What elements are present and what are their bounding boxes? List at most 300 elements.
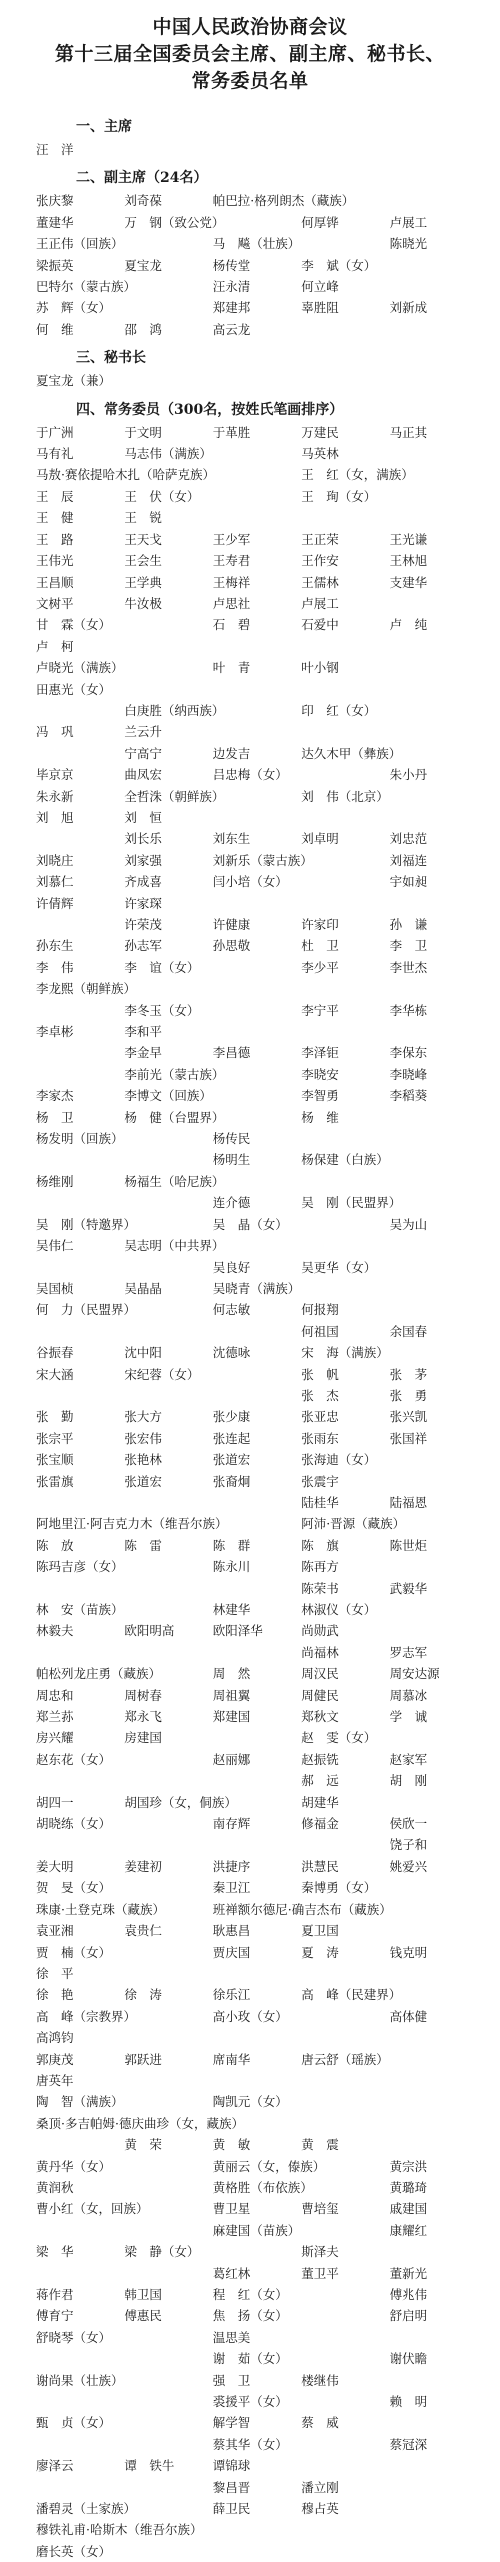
member-name: 张连起 <box>212 1430 251 1446</box>
member-name: 徐 平 <box>36 1965 74 1981</box>
member-name: 夏卫国 <box>301 1923 339 1939</box>
member-name: 吕忠梅（女） <box>212 767 288 783</box>
member-name: 戚建国 <box>389 2201 428 2217</box>
member-name: 穆占英 <box>301 2501 339 2517</box>
member-name: 赵振铣 <box>301 1751 339 1767</box>
member-name: 裘援平（女） <box>212 2394 288 2410</box>
member-name: 李前光（蒙古族） <box>124 1066 225 1082</box>
title-line-3: 常务委员名单 <box>191 70 309 92</box>
member-name: 李晓安 <box>301 1066 339 1082</box>
member-name: 杨传民 <box>212 1131 251 1147</box>
member-name: 余国春 <box>389 1323 428 1339</box>
member-name: 孙志军 <box>124 938 162 954</box>
member-name: 汪 洋 <box>36 142 74 157</box>
member-name: 贾庆国 <box>212 1944 251 1960</box>
member-name: 王梅祥 <box>212 574 251 590</box>
member-name: 李卓彬 <box>36 1024 74 1040</box>
member-name: 王儒林 <box>301 574 339 590</box>
member-name: 修福金 <box>301 1816 339 1832</box>
member-name: 饶子和 <box>389 1837 428 1853</box>
member-name: 刘长乐 <box>124 831 162 847</box>
member-name: 房建国 <box>124 1730 162 1746</box>
member-name: 黄宗洪 <box>389 2158 428 2174</box>
member-name: 李稻葵 <box>389 1088 428 1104</box>
member-name: 马敖·赛依提哈木扎（哈萨克族） <box>36 467 215 483</box>
member-name: 孙思敬 <box>212 938 251 954</box>
member-name: 胡建华 <box>301 1794 339 1810</box>
member-name: 马志伟（满族） <box>124 446 212 462</box>
member-name: 吴为山 <box>389 1216 428 1232</box>
section-heading: 三、秘书长 <box>76 350 146 367</box>
member-name: 李世杰 <box>389 959 428 975</box>
member-name: 赵东花（女） <box>36 1751 112 1767</box>
member-name: 李和平 <box>124 1024 162 1040</box>
member-name: 林建华 <box>212 1602 251 1617</box>
member-name: 徐 涛 <box>124 1987 162 2003</box>
member-name: 甄 贞（女） <box>36 2415 112 2431</box>
member-name: 董新光 <box>389 2265 428 2281</box>
member-name: 孙东生 <box>36 938 74 954</box>
member-name: 刘新成 <box>389 300 428 316</box>
member-name: 王光谦 <box>389 531 428 547</box>
member-name: 叶 青 <box>212 660 251 676</box>
member-name: 吴良好 <box>212 1259 251 1275</box>
member-name: 胡 刚 <box>389 1773 428 1789</box>
member-name: 强 卫 <box>212 2372 251 2388</box>
member-name: 斯泽夫 <box>301 2244 339 2260</box>
member-name: 石爱中 <box>301 617 339 633</box>
member-name: 黎昌晋 <box>212 2479 251 2495</box>
member-name: 冯 巩 <box>36 724 74 740</box>
member-name: 南存辉 <box>212 1816 251 1832</box>
member-name: 陈晓光 <box>389 236 428 252</box>
member-name: 曹小红（女，回族） <box>36 2201 149 2217</box>
member-name: 周慕冰 <box>389 1687 428 1703</box>
member-name: 卢 柯 <box>36 638 74 654</box>
member-name: 蔡其华（女） <box>212 2436 288 2452</box>
member-name: 周忠和 <box>36 1687 74 1703</box>
member-name: 邵 鸿 <box>124 321 162 337</box>
member-name: 陈荣书 <box>301 1580 339 1596</box>
member-name: 闫小培（女） <box>212 874 288 890</box>
section-vice-chairmen <box>18 166 482 340</box>
member-name: 杨维刚 <box>36 1173 74 1189</box>
member-name: 吴伟仁 <box>36 1238 74 1254</box>
member-name: 高云龙 <box>212 321 251 337</box>
member-name: 谭锦球 <box>212 2458 251 2474</box>
member-name: 潘立刚 <box>301 2479 339 2495</box>
member-name: 牛汝极 <box>124 595 162 611</box>
member-name: 阿沛·晋源（藏族） <box>301 1516 406 1532</box>
member-name: 郭跃进 <box>124 2051 162 2067</box>
member-name: 周汉民 <box>301 1666 339 1682</box>
member-name: 张兴凯 <box>389 1409 428 1425</box>
member-name: 李家杰 <box>36 1088 74 1104</box>
member-name: 张道宏 <box>124 1473 162 1489</box>
member-name: 傅兆伟 <box>389 2287 428 2302</box>
member-name: 张震宇 <box>301 1473 339 1489</box>
member-name: 张 杰 <box>301 1387 339 1403</box>
member-name: 李宁平 <box>301 1002 339 1018</box>
member-name: 钱克明 <box>389 1944 428 1960</box>
member-name: 许健康 <box>212 917 251 932</box>
member-name: 温思美 <box>212 2329 251 2345</box>
member-name: 耿惠昌 <box>212 1923 251 1939</box>
member-name: 宇如昶 <box>389 874 428 890</box>
member-name: 杨福生（哈尼族） <box>124 1173 225 1189</box>
member-name: 郭庚茂 <box>36 2051 74 2067</box>
member-name: 董建华 <box>36 214 74 230</box>
member-name: 黄润秋 <box>36 2179 74 2195</box>
member-name: 何志敏 <box>212 1302 251 1318</box>
member-name: 巴特尔（蒙古族） <box>36 279 137 295</box>
member-name: 杨保建（白族） <box>301 1152 389 1168</box>
member-name: 郑秋文 <box>301 1709 339 1725</box>
member-name: 帕松列龙庄勇（藏族） <box>36 1666 162 1682</box>
member-name: 陈玛吉彦（女） <box>36 1559 124 1575</box>
member-name: 李冬玉（女） <box>124 1002 200 1018</box>
member-name: 李智勇 <box>301 1088 339 1104</box>
member-name: 卢晓光（满族） <box>36 660 124 676</box>
member-name: 张 茅 <box>389 1366 428 1382</box>
member-name: 郑建国 <box>212 1709 251 1725</box>
member-name: 张 帆 <box>301 1366 339 1382</box>
member-name: 杜 卫 <box>301 938 339 954</box>
member-name: 李 斌（女） <box>301 257 377 273</box>
name-list <box>18 190 482 340</box>
member-name: 夏宝龙（兼） <box>36 373 112 389</box>
member-name: 李泽钜 <box>301 1045 339 1061</box>
member-name: 支建华 <box>389 574 428 590</box>
member-name: 班禅额尔德尼·确吉杰布（藏族） <box>212 1901 392 1917</box>
member-name: 刘 旭 <box>36 809 74 825</box>
member-name: 田惠光（女） <box>36 681 112 697</box>
member-name: 吴 刚（特邀界） <box>36 1216 137 1232</box>
member-name: 辜胜阻 <box>301 300 339 316</box>
section-heading: 四、常务委员（300名，按姓氏笔画排序） <box>76 401 344 418</box>
member-name: 万建民 <box>301 424 339 440</box>
member-name: 刘福连 <box>389 852 428 868</box>
member-name: 王 珣（女） <box>301 488 377 504</box>
name-list <box>18 370 482 391</box>
member-name: 郝 远 <box>301 1773 339 1789</box>
member-name: 郑建邦 <box>212 300 251 316</box>
member-name: 于文明 <box>124 424 162 440</box>
member-name: 谭 铁牛 <box>124 2458 175 2474</box>
member-name: 沈中阳 <box>124 1345 162 1361</box>
member-name: 李昌德 <box>212 1045 251 1061</box>
member-name: 吴晓青（满族） <box>212 1280 301 1296</box>
member-name: 刘奇葆 <box>124 193 162 209</box>
member-name: 谢 茹（女） <box>212 2351 288 2367</box>
member-name: 王 伏（女） <box>124 488 200 504</box>
member-name: 毕京京 <box>36 767 74 783</box>
member-name: 房兴耀 <box>36 1730 74 1746</box>
member-name: 谢尚果（壮族） <box>36 2372 124 2388</box>
member-name: 王林旭 <box>389 553 428 569</box>
member-name: 解学智 <box>212 2415 251 2431</box>
member-name: 陈再方 <box>301 1559 339 1575</box>
member-name: 陈 旗 <box>301 1537 339 1553</box>
member-name: 潘碧灵（土家族） <box>36 2501 137 2517</box>
member-name: 王学典 <box>124 574 162 590</box>
member-name: 孙 谦 <box>389 917 428 932</box>
member-name: 王寿君 <box>212 553 251 569</box>
member-name: 薛卫民 <box>212 2501 251 2517</box>
member-name: 周祖翼 <box>212 1687 251 1703</box>
member-name: 吴国桢 <box>36 1280 74 1296</box>
member-name: 刘新乐（蒙古族） <box>212 852 313 868</box>
member-name: 磨长英（女） <box>36 2543 112 2559</box>
member-name: 张雷旗 <box>36 1473 74 1489</box>
member-name: 桑顶·多吉帕姆·德庆曲珍（女，藏族） <box>36 2115 244 2131</box>
member-name: 洪慧民 <box>301 1858 339 1874</box>
member-name: 黄丹华（女） <box>36 2158 112 2174</box>
member-name: 杨发明（回族） <box>36 1131 124 1147</box>
member-name: 李少平 <box>301 959 339 975</box>
member-name: 马正其 <box>389 424 428 440</box>
member-name: 周安达源 <box>389 1666 440 1682</box>
document-title <box>18 14 482 95</box>
member-name: 赵家军 <box>389 1751 428 1767</box>
member-name: 张 勤 <box>36 1409 74 1425</box>
member-name: 文树平 <box>36 595 74 611</box>
member-name: 高体健 <box>389 2008 428 2024</box>
member-name: 夏宝龙 <box>124 257 162 273</box>
member-name: 阿地里江·阿吉克力木（维吾尔族） <box>36 1516 228 1532</box>
member-name: 张宝顺 <box>36 1452 74 1468</box>
member-name: 王作安 <box>301 553 339 569</box>
member-name: 韩卫国 <box>124 2287 162 2302</box>
member-name: 吴 晶（女） <box>212 1216 288 1232</box>
member-name: 刘晓庄 <box>36 852 74 868</box>
member-name: 麻建国（苗族） <box>212 2222 301 2238</box>
member-name: 杨传堂 <box>212 257 251 273</box>
name-list <box>18 139 482 160</box>
member-name: 高小玫（女） <box>212 2008 288 2024</box>
member-name: 黄 震 <box>301 2137 339 2153</box>
member-name: 卢思社 <box>212 595 251 611</box>
member-name: 姜大明 <box>36 1858 74 1874</box>
member-name: 何立峰 <box>301 279 339 295</box>
member-name: 黄璐琦 <box>389 2179 428 2195</box>
section-heading: 一、主席 <box>76 119 132 135</box>
member-name: 李华栋 <box>389 1002 428 1018</box>
member-name: 周 然 <box>212 1666 251 1682</box>
member-name: 何 维 <box>36 321 74 337</box>
member-name: 张大方 <box>124 1409 162 1425</box>
member-name: 贾 楠（女） <box>36 1944 112 1960</box>
member-name: 王会生 <box>124 553 162 569</box>
member-name: 学 诚 <box>389 1709 428 1725</box>
member-name: 甘 霖（女） <box>36 617 112 633</box>
member-name: 夏 涛 <box>301 1944 339 1960</box>
member-name: 高鸿钧 <box>36 2030 74 2046</box>
title-line-1: 中国人民政治协商会议 <box>152 16 348 38</box>
member-name: 马有礼 <box>36 446 74 462</box>
member-name: 朱永新 <box>36 788 74 804</box>
member-name: 宋大涵 <box>36 1366 74 1382</box>
member-name: 张雨东 <box>301 1430 339 1446</box>
member-name: 高 峰（宗教界） <box>36 2008 137 2024</box>
member-name: 卢 纯 <box>389 617 428 633</box>
member-name: 陈 雷 <box>124 1537 162 1553</box>
member-name: 边发吉 <box>212 745 251 761</box>
member-name: 王 红（女，满族） <box>301 467 414 483</box>
member-name: 朱小丹 <box>389 767 428 783</box>
member-name: 姚爱兴 <box>389 1858 428 1874</box>
member-name: 张道宏 <box>212 1452 251 1468</box>
section-secretary-general <box>18 346 482 391</box>
member-name: 张海迪（女） <box>301 1452 377 1468</box>
member-name: 许倩辉 <box>36 895 74 911</box>
member-name: 张庆黎 <box>36 193 74 209</box>
member-name: 高 峰（民建界） <box>301 1987 402 2003</box>
member-name: 珠康·土登克珠（藏族） <box>36 1901 165 1917</box>
member-name: 杨 健（台盟界） <box>124 1109 225 1125</box>
member-name: 苏 辉（女） <box>36 300 112 316</box>
member-name: 陆福恩 <box>389 1494 428 1510</box>
member-name: 郑永飞 <box>124 1709 162 1725</box>
member-name: 杨 维 <box>301 1109 339 1125</box>
member-name: 陈 放 <box>36 1537 74 1553</box>
member-name: 达久木甲（彝族） <box>301 745 402 761</box>
member-name: 刘卓明 <box>301 831 339 847</box>
member-name: 齐成喜 <box>124 874 162 890</box>
member-name: 胡晓练（女） <box>36 1816 112 1832</box>
member-name: 吴更华（女） <box>301 1259 377 1275</box>
member-name: 张少康 <box>212 1409 251 1425</box>
member-name: 兰云升 <box>124 724 162 740</box>
member-name: 李保东 <box>389 1045 428 1061</box>
member-name: 尚勋武 <box>301 1623 339 1639</box>
member-name: 胡国珍（女，侗族） <box>124 1794 237 1810</box>
member-name: 罗志军 <box>389 1644 428 1660</box>
member-name: 洪捷序 <box>212 1858 251 1874</box>
member-name: 曹卫星 <box>212 2201 251 2217</box>
member-name: 袁贵仁 <box>124 1923 162 1939</box>
member-name: 何 力（民盟界） <box>36 1302 137 1318</box>
member-name: 梁振英 <box>36 257 74 273</box>
member-name: 汪永清 <box>212 279 251 295</box>
member-name: 楼继伟 <box>301 2372 339 2388</box>
member-name: 陶凯元（女） <box>212 2094 288 2110</box>
member-name: 李 谊（女） <box>124 959 200 975</box>
member-name: 林淑仪（女） <box>301 1602 377 1617</box>
member-name: 王 健 <box>36 510 74 526</box>
member-name: 李晓峰 <box>389 1066 428 1082</box>
member-name: 卢展工 <box>301 595 339 611</box>
member-name: 吴 刚（民盟界） <box>301 1195 402 1211</box>
member-name: 全哲洙（朝鲜族） <box>124 788 225 804</box>
member-name: 蒋作君 <box>36 2287 74 2302</box>
member-name: 周树春 <box>124 1687 162 1703</box>
member-name: 秦卫江 <box>212 1880 251 1896</box>
member-name: 杨明生 <box>212 1152 251 1168</box>
member-name: 陶 智（满族） <box>36 2094 124 2110</box>
member-name: 吴志明（中共界） <box>124 1238 225 1254</box>
member-name: 张亚忠 <box>301 1409 339 1425</box>
member-name: 陆桂华 <box>301 1494 339 1510</box>
member-name: 蔡 威 <box>301 2415 339 2431</box>
member-name: 何报翔 <box>301 1302 339 1318</box>
member-name: 杨 卫 <box>36 1109 74 1125</box>
member-name: 王正荣 <box>301 531 339 547</box>
member-name: 许荣茂 <box>124 917 162 932</box>
member-name: 连介德 <box>212 1195 251 1211</box>
member-name: 刘家强 <box>124 852 162 868</box>
member-name: 许家印 <box>301 917 339 932</box>
member-name: 沈德咏 <box>212 1345 251 1361</box>
member-name: 曹培玺 <box>301 2201 339 2217</box>
member-name: 廖泽云 <box>36 2458 74 2474</box>
member-name: 张裔炯 <box>212 1473 251 1489</box>
member-name: 郑兰荪 <box>36 1709 74 1725</box>
member-name: 姜建初 <box>124 1858 162 1874</box>
member-name: 黄 敏 <box>212 2137 251 2153</box>
section-heading: 二、副主席（24名） <box>76 170 208 187</box>
member-name: 葛红林 <box>212 2265 251 2281</box>
member-name: 王 路 <box>36 531 74 547</box>
member-name: 叶小钢 <box>301 660 339 676</box>
member-name: 王昌顺 <box>36 574 74 590</box>
member-name: 李金早 <box>124 1045 162 1061</box>
member-name: 张艳林 <box>124 1452 162 1468</box>
member-name: 于广洲 <box>36 424 74 440</box>
member-name: 刘忠范 <box>389 831 428 847</box>
member-name: 谢伏瞻 <box>389 2351 428 2367</box>
member-name: 黄丽云（女，傣族） <box>212 2158 326 2174</box>
member-name: 宋纪蓉（女） <box>124 1366 200 1382</box>
section-standing-committee <box>18 398 482 2562</box>
member-name: 张宗平 <box>36 1430 74 1446</box>
member-name: 万 钢（致公党） <box>124 214 225 230</box>
member-name: 何厚铧 <box>301 214 339 230</box>
member-name: 许家琛 <box>124 895 162 911</box>
member-name: 尚福林 <box>301 1644 339 1660</box>
member-name: 梁 华 <box>36 2244 74 2260</box>
member-name: 曲凤宏 <box>124 767 162 783</box>
member-name: 欧阳泽华 <box>212 1623 263 1639</box>
member-name: 林 安（苗族） <box>36 1602 124 1617</box>
member-name: 王 辰 <box>36 488 74 504</box>
member-name: 赵丽娜 <box>212 1751 251 1767</box>
member-name: 马 飚（壮族） <box>212 236 301 252</box>
member-name: 帕巴拉·格列朗杰（藏族） <box>212 193 355 209</box>
member-name: 宋 海（满族） <box>301 1345 389 1361</box>
member-name: 穆铁礼甫·哈斯木（维吾尔族） <box>36 2522 203 2538</box>
member-name: 张国祥 <box>389 1430 428 1446</box>
member-name: 董卫平 <box>301 2265 339 2281</box>
member-name: 焦 扬（女） <box>212 2308 288 2324</box>
member-name: 唐云舒（瑶族） <box>301 2051 389 2067</box>
member-name: 赖 明 <box>389 2394 428 2410</box>
member-name: 陈永川 <box>212 1559 251 1575</box>
member-name: 王伟光 <box>36 553 74 569</box>
member-name: 傅惠民 <box>124 2308 162 2324</box>
member-name: 王 锐 <box>124 510 162 526</box>
member-name: 程 红（女） <box>212 2287 288 2302</box>
member-name: 欧阳明高 <box>124 1623 175 1639</box>
member-name: 马英林 <box>301 446 339 462</box>
member-name: 席南华 <box>212 2051 251 2067</box>
member-name: 唐英年 <box>36 2072 74 2088</box>
member-name: 徐乐江 <box>212 1987 251 2003</box>
member-name: 刘 恒 <box>124 809 162 825</box>
member-name: 黄 荣 <box>124 2137 162 2153</box>
member-name: 侯欣一 <box>389 1816 428 1832</box>
member-name: 陈 群 <box>212 1537 251 1553</box>
